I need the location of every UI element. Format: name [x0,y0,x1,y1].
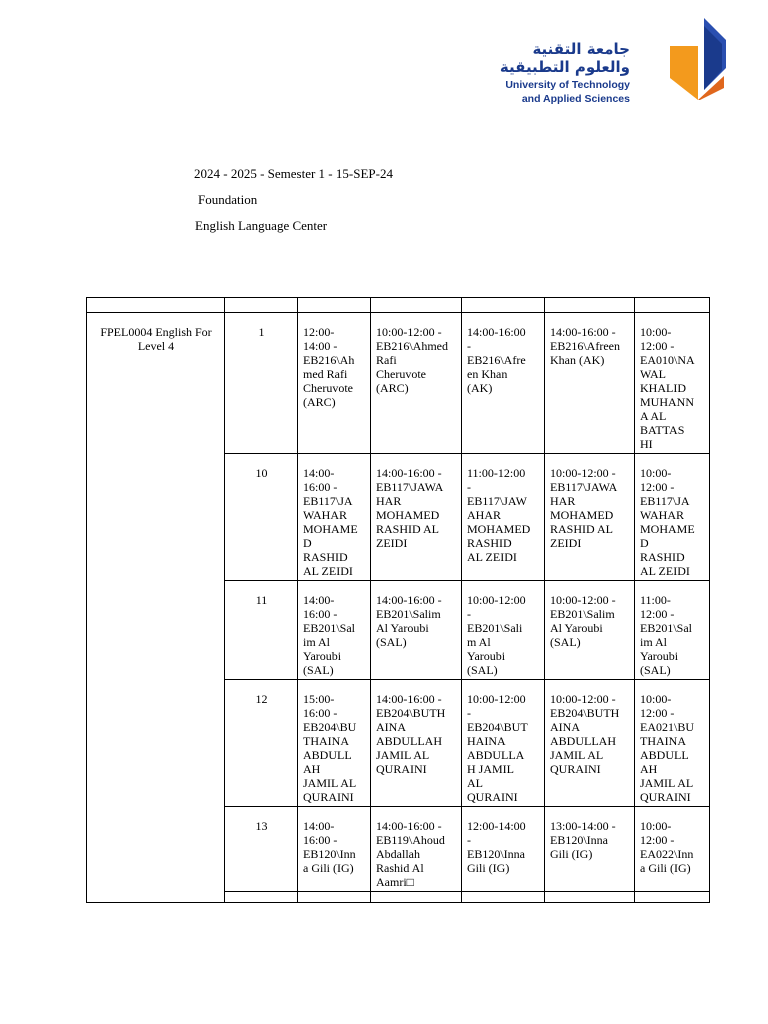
schedule-table [86,297,710,903]
schedule-slot-cell: 15:00- 16:00 - EB204\BU THAINA ABDULL AH JAMIL AL QURAINI [298,680,371,807]
schedule-slot-cell: 11:00- 12:00 - EB201\Sal im Al Yaroubi (SAL) [635,581,710,680]
logo-english-line2: and Applied Sciences [521,93,630,105]
term-title: 2024 - 2025 - Semester 1 - 15-SEP-24 [194,166,393,181]
table-footer-cell [298,892,371,903]
table-header-cell [635,298,710,313]
schedule-slot-cell: 13:00-14:00 - EB120\Inna Gili (IG) [545,807,635,892]
schedule-slot-cell: 10:00-12:00 - EB201\Sali m Al Yaroubi (SAL) [462,581,545,680]
section-number-cell: 13 [225,807,298,892]
schedule-slot-cell: 14:00- 16:00 - EB117\JA WAHAR MOHAME D RASHID AL ZEIDI [298,454,371,581]
department-name: English Language Center [195,218,328,233]
schedule-slot-cell: 14:00-16:00 - EB119\Ahoud Abdallah Rashid Al Aamri□ [371,807,462,892]
table-footer-cell [371,892,462,903]
schedule-slot-cell: 14:00-16:00 - EB117\JAWA HAR MOHAMED RASHID AL ZEIDI [371,454,462,581]
schedule-slot-cell: 14:00-16:00 - EB201\Salim Al Yaroubi (SAL) [371,581,462,680]
table-header-cell [225,298,298,313]
table-header-cell [462,298,545,313]
logo-arabic-line2: والعلوم التطبيقية [499,58,630,76]
schedule-slot-cell: 10:00-12:00 - EB204\BUTH AINA ABDULLAH JAMIL AL QURAINI [545,680,635,807]
schedule-slot-cell: 11:00-12:00 - EB117\JAW AHAR MOHAMED RASHID AL ZEIDI [462,454,545,581]
table-header-row [87,298,710,313]
schedule-slot-cell: 10:00- 12:00 - EA022\Inn a Gili (IG) [635,807,710,892]
section-number-cell: 12 [225,680,298,807]
program-name: Foundation [198,192,258,207]
course-name-cell: FPEL0004 English For Level 4 [87,313,225,903]
table-footer-cell [545,892,635,903]
table-header-cell [87,298,225,313]
table-header-cell [298,298,371,313]
schedule-slot-cell: 12:00- 14:00 - EB216\Ah med Rafi Cheruvote (ARC) [298,313,371,454]
logo-mark-icon [670,18,732,104]
schedule-slot-cell: 10:00- 12:00 - EB117\JA WAHAR MOHAME D RASHID AL ZEIDI [635,454,710,581]
schedule-slot-cell: 14:00- 16:00 - EB201\Sal im Al Yaroubi (SAL) [298,581,371,680]
schedule-slot-cell: 10:00-12:00 - EB117\JAWA HAR MOHAMED RASHID AL ZEIDI [545,454,635,581]
section-number-cell: 10 [225,454,298,581]
university-logo [499,18,738,105]
schedule-slot-cell: 12:00-14:00 - EB120\Inna Gili (IG) [462,807,545,892]
table-footer-cell [225,892,298,903]
table-row [87,313,710,454]
schedule-slot-cell: 10:00-12:00 - EB216\Ahmed Rafi Cheruvote (ARC) [371,313,462,454]
table-footer-cell [462,892,545,903]
schedule-slot-cell: 10:00-12:00 - EB201\Salim Al Yaroubi (SAL) [545,581,635,680]
schedule-slot-cell: 14:00- 16:00 - EB120\Inn a Gili (IG) [298,807,371,892]
section-number-cell: 11 [225,581,298,680]
schedule-slot-cell: 10:00- 12:00 - EA021\BU THAINA ABDULL AH JAMIL AL QURAINI [635,680,710,807]
logo-english-line1: University of Technology [505,79,630,91]
schedule-slot-cell: 14:00-16:00 - EB216\Afreen Khan (AK) [545,313,635,454]
section-number-cell: 1 [225,313,298,454]
schedule-slot-cell: 14:00-16:00 - EB204\BUTH AINA ABDULLAH JAMIL AL QURAINI [371,680,462,807]
logo-arabic-line1: جامعة التقنية [532,40,630,58]
table-header-cell [371,298,462,313]
schedule-slot-cell: 10:00-12:00 - EB204\BUT HAINA ABDULLA H JAMIL AL QURAINI [462,680,545,807]
schedule-slot-cell: 10:00- 12:00 - EA010\NA WAL KHALID MUHANN A AL BATTAS HI [635,313,710,454]
table-footer-cell [635,892,710,903]
table-header-cell [545,298,635,313]
schedule-slot-cell: 14:00-16:00 - EB216\Afre en Khan (AK) [462,313,545,454]
